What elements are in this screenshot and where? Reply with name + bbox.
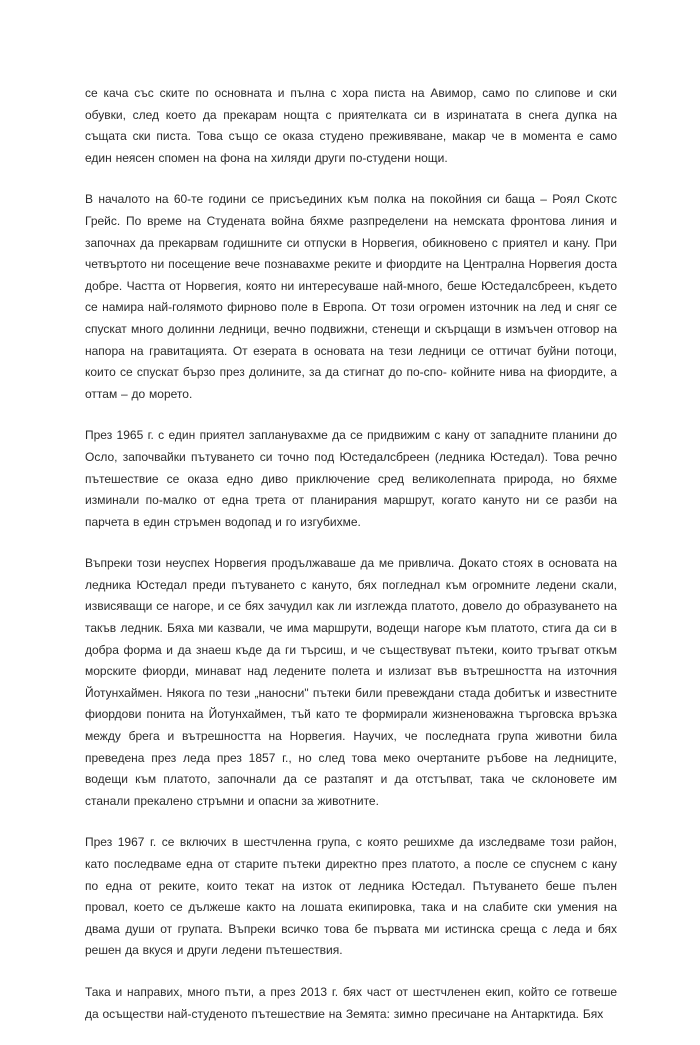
paragraph-4: Въпреки този неуспех Норвегия продължаваше да ме привлича. Докато стоях в основата на ледника Юстедал преди пътуването с кануто, бях погледнал към огромните ледени скали, извисяващи се нагоре, и се бях зачудил как ли изглежда платото, довело до образуването на такъв ледник. Бяха ми казвали, че има маршрути, водещи нагоре към платото, стига да си в добра форма и да знаеш къде да ги търсиш, и че съществуват пътеки, които тръгват откъм морските фиорди, минават над ледените полета и излизат във вътрешността на източния Йотунхаймен. Някога по тези „наносни" пътеки били превеждани стада добитък и известните фиордови понита на Йотунхаймен, тъй като те формирали жизненоважна търговска връзка между брега и вътрешността на Норвегия. Научих, че последната група животни била преведена през леда през 1857 г., но след това меко очертаните ръбове на ледниците, водещи към платото, започнали да се разтапят и да отстъпват, така че склоновете им станали прекалено стръмни и опасни за животните. xyxy=(85,556,617,808)
paragraph-2: В началото на 60-те години се присъединих към полка на покойния си баща – Роял Скотс Грейс. По време на Студената война бяхме разпределени на немската фронтова линия и започнах да прекарвам годишните си отпуски в Норвегия, обикновено с приятел и кану. При четвъртото ни посещение вече познавахме реките и фиордите на Централна Норвегия доста добре. Частта от Норвегия, която ни интересуваше най-много, беше Юстедалсбреен, където се намира най-голямото фирново поле в Европа. От този огромен източник на лед и сняг се спускат много долинни ледници, вечно подвижни, стенещи и скърцащи в измъчен отговор на напора на гравитацията. От езерата в основата на тези ледници се оттичат буйни потоци, които се спускат бързо през долините, за да стигнат до по-спо- койните нива на фиордите, а оттам – до морето. xyxy=(85,192,617,401)
paragraph-1: се кача със ските по основната и пълна с хора писта на Авимор, само по слипове и ски обувки, след което да прекарам нощта с приятелката си в изринатата в снега дупка на същата ски писта. Това също се оказа студено преживяване, макар че в момента е само един неясен спомен на фона на хиляди други по-студени нощи. xyxy=(85,86,617,165)
paragraph-3: През 1965 г. с един приятел запланувахме да се придвижим с кану от западните планини до Осло, започвайки пътуването си точно под Юстедалсбреен (ледника Юстедал). Това речно пътешествие се оказа едно диво приключение сред великолепната природа, но бяхме изминали по-малко от една трета от планирания маршрут, когато кануто ни се разби на парчета в един стръмен водопад и го изгубихме. xyxy=(85,428,617,529)
paragraph-5: През 1967 г. се включих в шестчленна група, с която решихме да изследваме този район, като последваме една от старите пътеки директно през платото, а после се спуснем с кану по една от реките, които текат на изток от ледника Юстедал. Пътуването беше пълен провал, което се дължеше както на лошата екипировка, така и на слабите ски умения на двама души от групата. Въпреки всичко това бе първата ми истинска среща с леда и бях решен да вкуся и други ледени пътешествия. xyxy=(85,835,617,958)
paragraph-6: Така и направих, много пъти, а през 2013 г. бях част от шестчленен екип, който се готвеше да осъществи най-студеното пътешествие на Земята: зимно пресичане на Антарктида. Бях xyxy=(85,984,617,1021)
document-body xyxy=(85,83,617,1045)
